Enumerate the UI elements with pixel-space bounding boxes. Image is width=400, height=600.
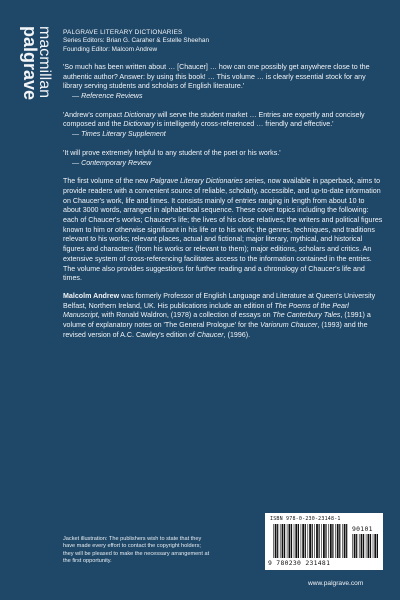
- barcode-bar: [298, 524, 299, 558]
- barcode-bar: [280, 524, 281, 558]
- review-quote-2: 'Andrew's compact Dictionary will serve the student market … Entries are expertly and concisely composed and the Dictionary is intelligently cross-referenced … friendly and effective.' — Times Literary Supplement: [63, 111, 383, 140]
- barcode-bar: [325, 524, 326, 558]
- barcode-bars: [273, 524, 349, 558]
- barcode-bar: [321, 524, 322, 558]
- jacket-illustration-note: Jacket illustration: The publishers wish to state that they have made every effort to contact the copyright holders; they will be pleased to make the necessary arrangement at the first opportunity.: [63, 536, 210, 564]
- publisher-website[interactable]: www.palgrave.com: [308, 580, 364, 587]
- price-code: 90101: [352, 525, 373, 533]
- barcode-bar: [305, 524, 306, 558]
- barcode-bar: [356, 534, 357, 558]
- barcode-bar: [273, 524, 274, 558]
- barcode-bar: [277, 524, 278, 558]
- barcode-bar: [346, 524, 347, 558]
- barcode-bar: [291, 524, 292, 558]
- barcode-bar: [294, 524, 295, 558]
- review-quote-1: 'So much has been written about … [Chaucer] … how can one possibly get anywhere close to the authentic author? Answer: by using this book! … This volume … is clearly essential stock for any library serving students and scholars of English literature.' — Reference Reviews: [63, 63, 383, 102]
- barcode-bar: [312, 524, 313, 558]
- barcode-bar: [328, 524, 329, 558]
- review-quote-3: 'It will prove extremely helpful to any student of the poet or his works.' — Contemporary Review: [63, 149, 383, 168]
- barcode-bar: [344, 524, 346, 558]
- barcode-bar: [301, 524, 302, 558]
- barcode-bar: [282, 524, 284, 558]
- barcode-bar: [373, 534, 374, 558]
- barcode-bar: [368, 534, 370, 558]
- svg-text:macmillan: macmillan: [36, 26, 53, 99]
- barcode-bar: [330, 524, 332, 558]
- author-bio: Malcolm Andrew was formerly Professor of English Language and Literature at Queen's University Belfast, Northern Ireland, UK. His publications include an edition of The Poems of the Pearl Manuscript, with Ronald Waldron, (1978) a collection of essays on The Canterbury Tales, (1991) a volume of explanatory notes on 'The General Prologue' for the Variorum Chaucer, (1993) and the revised version of A.C. Cawley's edition of Chaucer, (1996).: [63, 291, 376, 339]
- series-title: PALGRAVE LITERARY DICTIONARIES: [63, 29, 183, 36]
- author-name: Malcolm Andrew: [63, 291, 120, 300]
- review-quote-text: 'Andrew's compact Dictionary will serve the student market … Entries are expertly and concisely composed and the Dictionary is intelligently cross-referenced … friendly and effective.': [63, 110, 365, 129]
- barcode-bar: [337, 524, 339, 558]
- barcode-bar: [319, 524, 320, 558]
- barcode-bar: [354, 534, 356, 558]
- barcode-bar: [302, 524, 304, 558]
- review-source: Contemporary Review: [81, 158, 152, 167]
- barcode-bar: [316, 524, 318, 558]
- barcode-bar: [339, 524, 340, 558]
- barcode-bar: [275, 524, 277, 558]
- review-quote-text: 'So much has been written about … [Chaucer] … how can one possibly get anywhere close to the authentic author? Answer: by using this book! … This volume … is clearly essential stock for any library serving students and scholars of English literature.': [63, 62, 370, 91]
- isbn-number: ISBN 978-0-230-23148-1: [270, 516, 341, 522]
- barcode-bar: [314, 524, 315, 558]
- isbn-barcode: [265, 513, 383, 570]
- barcode-bar: [374, 534, 376, 558]
- book-description: The first volume of the new Palgrave Literary Dictionaries series, now available in paperback, aims to provide readers with a convenient source of reliable, scholarly, accessible, and up-to-date information on Chaucer's work, life and times. It consists mainly of entries ranging in length from about 10 to about 3000 words, arranged in alphabetical sequence. These cover topics including the following: each of Chaucer's works; Chaucer's life; the lives of his close relatives; the writers and political figures known to him or otherwise significant in his life or to his work; the genres, techniques, and traditions relevant to his works; relevant places, actual and fictional; major literary, mythical, and historical figures and characters (from his works or relevant to them); major editions, scholars and critics. An extensive system of cross-referencing facilitates access to the information contained in the entries. The volume also provides suggestions for further reading and a chronology of Chaucer's life and times.: [63, 177, 383, 283]
- barcode-bar: [359, 534, 360, 558]
- svg-text:palgrave: palgrave: [20, 26, 40, 101]
- barcode-bar: [308, 524, 309, 558]
- series-header: [63, 29, 383, 54]
- barcode-bar: [363, 534, 364, 558]
- back-cover-text: [63, 29, 383, 348]
- barcode-bar: [361, 534, 363, 558]
- barcode-bar: [342, 524, 343, 558]
- barcode-bar: [352, 534, 353, 558]
- ean-digits: 9 780230 231481: [268, 559, 331, 567]
- barcode-bar: [295, 524, 297, 558]
- review-source: Times Literary Supplement: [81, 130, 166, 139]
- barcode-bar: [377, 534, 378, 558]
- barcode-bar: [289, 524, 291, 558]
- founding-editor: Founding Editor: Malcom Andrew: [63, 45, 158, 53]
- review-quote-text: 'It will prove extremely helpful to any student of the poet or his works.': [63, 148, 281, 157]
- barcode-bar: [284, 524, 285, 558]
- barcode-bar: [370, 534, 371, 558]
- addon-barcode-bars: [352, 534, 378, 558]
- barcode-bar: [287, 524, 288, 558]
- barcode-bar: [323, 524, 325, 558]
- barcode-bar: [335, 524, 336, 558]
- series-editors: Series Editors: Brian G. Caraher & Estelle Sheehan: [63, 37, 209, 45]
- barcode-bar: [309, 524, 311, 558]
- palgrave-macmillan-logo: [2, 24, 53, 174]
- review-source: Reference Reviews: [81, 92, 143, 100]
- barcode-bar: [332, 524, 333, 558]
- barcode-bar: [366, 534, 367, 558]
